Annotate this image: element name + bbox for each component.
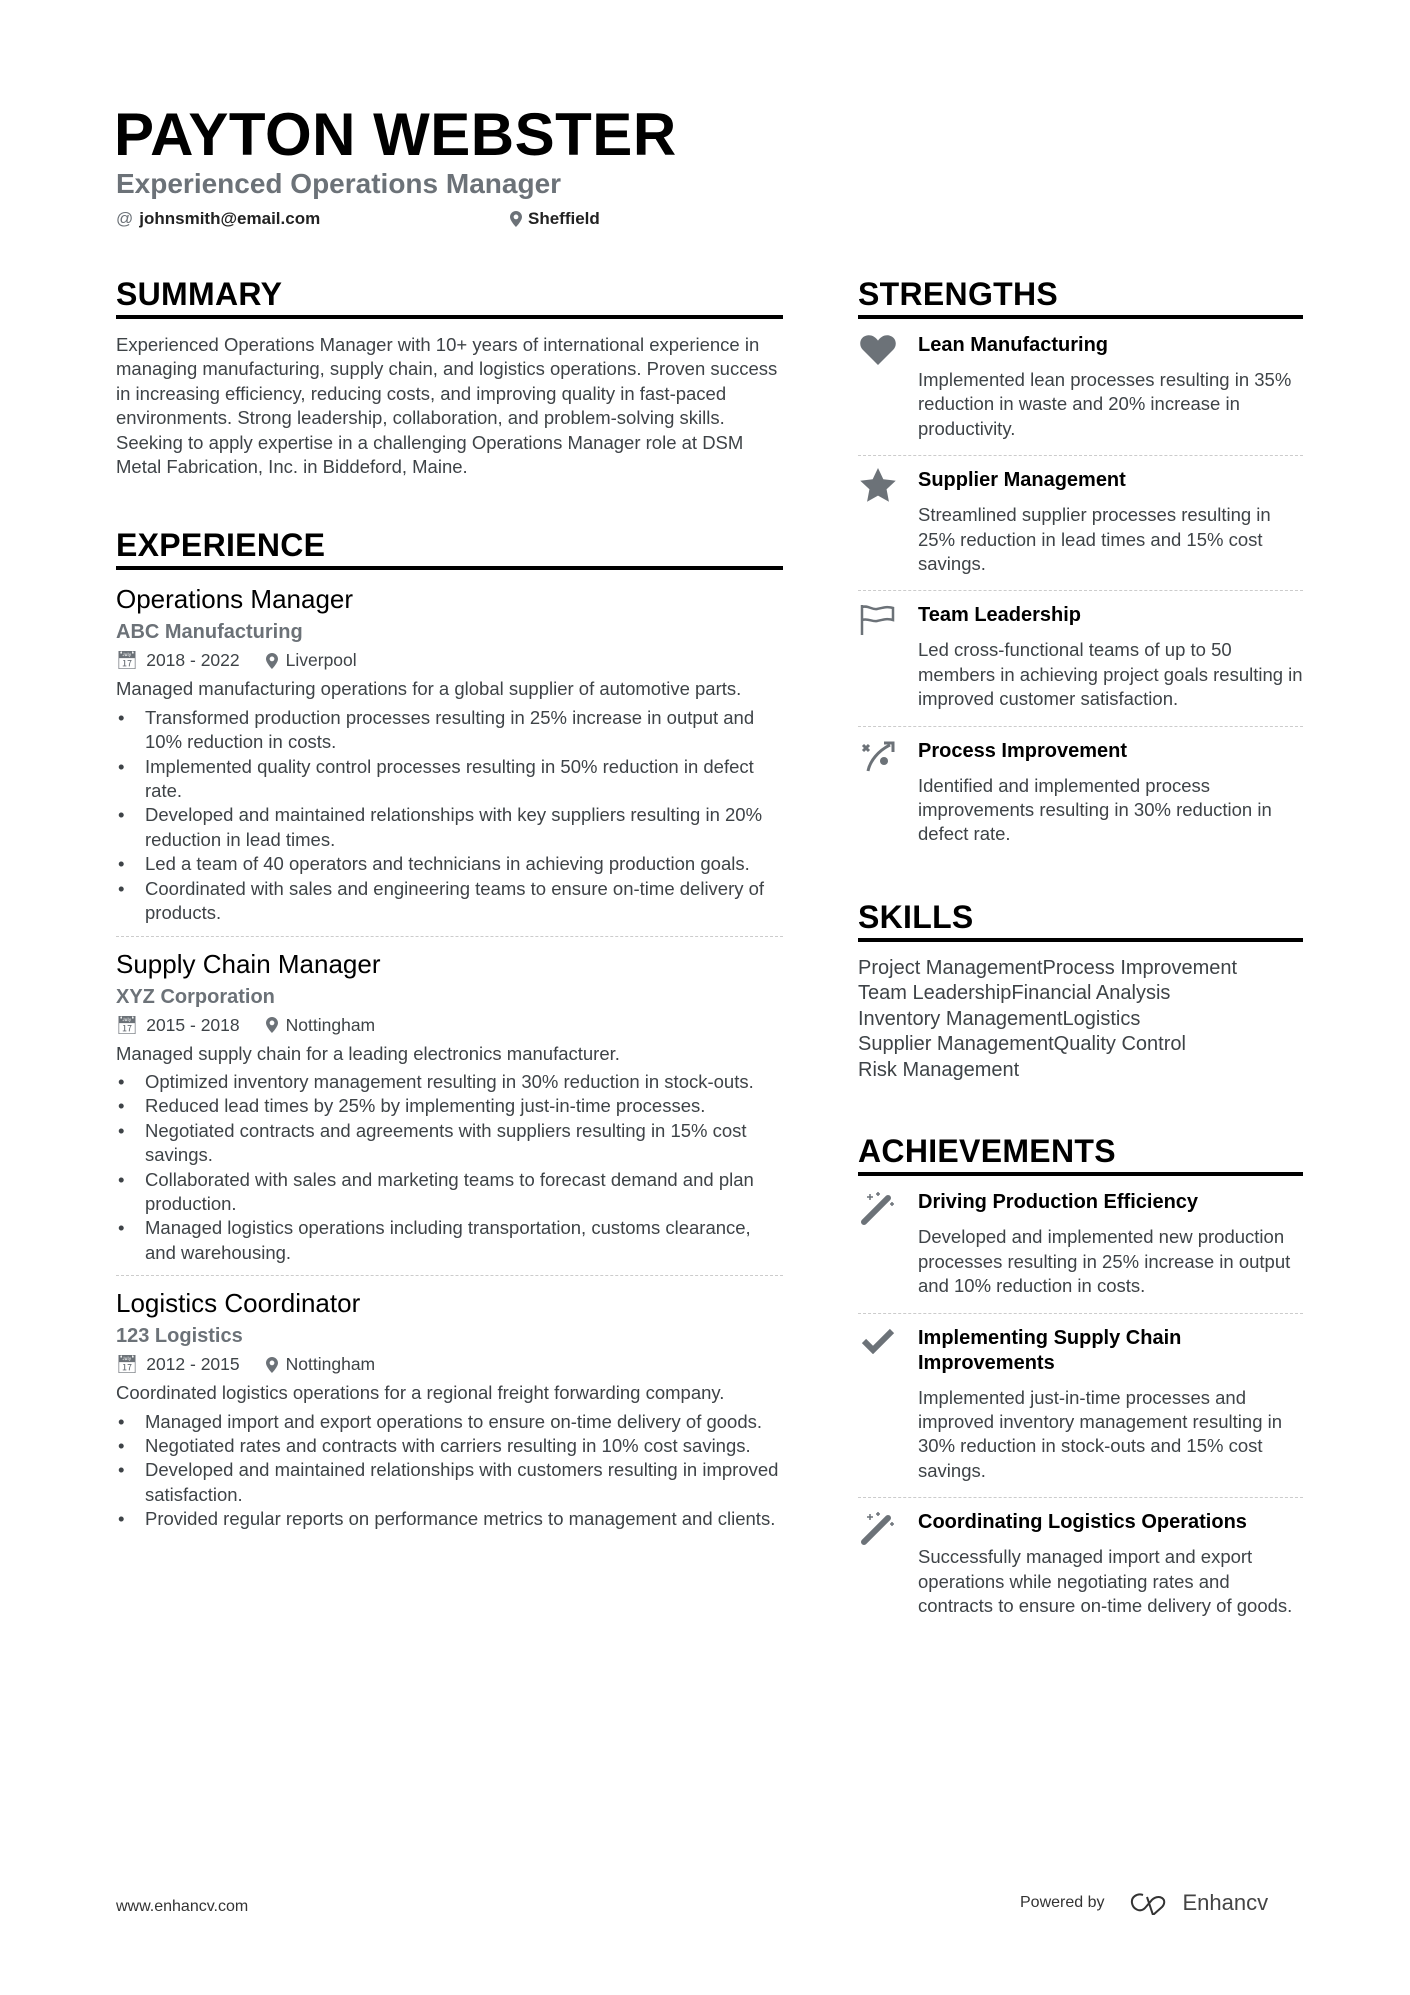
item-description: Implemented just-in-time processes and improved inventory management resulting in 30% reduction in stock-outs and 15% cost savings. <box>918 1386 1283 1481</box>
job-dates: 2018 - 2022 <box>146 650 240 671</box>
job-bullet: • Collaborated with sales and marketing teams to forecast demand and plan production. <box>116 1168 783 1217</box>
email-text[interactable]: johnsmith@email.com <box>139 209 321 228</box>
item-description: Led cross-functional teams of up to 50 members in achieving project goals resulting in improved customer satisfaction. <box>918 639 1303 710</box>
job-dates: 2012 - 2015 <box>146 1354 240 1375</box>
item-description: Streamlined supplier processes resulting in 25% reduction in lead times and 15% cost savings. <box>918 504 1271 575</box>
skill-line: Supplier ManagementQuality Control <box>858 1033 1186 1056</box>
item-title: Implementing Supply Chain Improvements <box>918 1326 1182 1374</box>
skills-section <box>858 899 1303 1084</box>
map-pin-icon <box>510 211 522 227</box>
skills-heading: SKILLS <box>858 899 1303 942</box>
contact-location <box>510 209 600 229</box>
job-title: Logistics Coordinator <box>116 1288 361 1319</box>
summary-text: Experienced Operations Manager with 10+ years of international experience in managing manufacturing, supply chain, and logistics operations. Proven success in increasing efficiency, reducing costs, and improving quality in fast-paced environments. Strong leadership, collaboration, and problem-solving skills. Seeking to apply expertise in a challenging Operations Manager role at DSM Metal Fabrication, Inc. in Biddeford, Maine. <box>116 334 778 478</box>
strengths-item <box>858 727 1303 861</box>
strengths-item <box>858 321 1303 456</box>
map-pin-icon <box>266 653 278 669</box>
map-pin-icon <box>266 1357 278 1373</box>
job-bullet: • Transformed production processes resulting in 25% increase in output and 10% reduction in costs. <box>116 706 783 755</box>
flag-icon <box>858 603 898 711</box>
job-bullets <box>116 1070 783 1265</box>
at-icon: @ <box>116 209 134 228</box>
job-description: Coordinated logistics operations for a regional freight forwarding company. <box>116 1382 725 1404</box>
item-title: Lean Manufacturing <box>918 334 1109 356</box>
job-bullet: • Developed and maintained relationships with key suppliers resulting in 20% reduction in lead times. <box>116 803 783 852</box>
item-title: Coordinating Logistics Operations <box>918 1511 1247 1534</box>
powered-by-label: Powered by <box>1020 1894 1105 1911</box>
job-bullet: • Managed logistics operations including transportation, customs clearance, and warehousing. <box>116 1216 783 1265</box>
job-title: Supply Chain Manager <box>116 948 381 979</box>
job-bullet: • Negotiated contracts and agreements with suppliers resulting in 15% cost savings. <box>116 1119 783 1168</box>
achievements-item <box>858 1498 1303 1632</box>
job-location: Nottingham <box>285 1354 376 1375</box>
summary-heading: SUMMARY <box>116 276 783 319</box>
company-name: 123 Logistics <box>116 1325 243 1348</box>
summary-section <box>116 276 783 479</box>
location-text: Sheffield <box>528 209 600 228</box>
item-title: Supplier Management <box>918 469 1126 492</box>
magic-wand-icon <box>858 1190 898 1298</box>
footer-branding <box>1020 1890 1268 1916</box>
item-description: Identified and implemented process improvements resulting in 30% reduction in defect rate. <box>918 774 1272 845</box>
experience-section <box>116 527 783 1541</box>
star-icon <box>858 468 898 576</box>
enhancv-logo-icon <box>1129 1891 1173 1915</box>
skill-line: Team LeadershipFinancial Analysis <box>858 982 1171 1005</box>
check-icon <box>858 1326 898 1484</box>
company-name: ABC Manufacturing <box>116 621 303 644</box>
skill-line: Risk Management <box>858 1058 1020 1081</box>
item-title: Team Leadership <box>918 604 1082 627</box>
experience-entry <box>116 584 783 936</box>
experience-entry <box>116 949 783 1277</box>
footer-website[interactable]: www.enhancv.com <box>116 1898 249 1915</box>
job-location: Liverpool <box>285 650 357 671</box>
achievements-section <box>858 1133 1303 1632</box>
job-bullets <box>116 1410 783 1532</box>
job-description: Managed manufacturing operations for a global supplier of automotive parts. <box>116 678 742 700</box>
job-bullet: • Implemented quality control processes resulting in 50% reduction in defect rate. <box>116 755 783 804</box>
job-bullet: • Led a team of 40 operators and technicians in achieving production goals. <box>116 852 783 876</box>
magic-wand-icon <box>858 1510 898 1618</box>
item-title: Process Improvement <box>918 739 1127 762</box>
calendar-icon: 📅︎ <box>116 1354 139 1375</box>
job-bullets <box>116 706 783 926</box>
job-bullet: • Managed import and export operations to ensure on-time delivery of goods. <box>116 1410 783 1434</box>
job-bullet: • Reduced lead times by 25% by implementing just-in-time processes. <box>116 1094 783 1118</box>
job-bullet: • Negotiated rates and contracts with carriers resulting in 10% cost savings. <box>116 1434 783 1458</box>
contact-email <box>116 209 320 229</box>
job-bullet: • Optimized inventory management resulting in 30% reduction in stock-outs. <box>116 1070 783 1094</box>
item-description: Developed and implemented new production processes resulting in 25% increase in output and 10% reduction in costs. <box>918 1226 1291 1297</box>
right-column <box>858 276 1303 1632</box>
item-description: Successfully managed import and export operations while negotiating rates and contracts to ensure on-time delivery of goods. <box>918 1546 1293 1617</box>
heart-icon <box>858 333 898 441</box>
company-name: XYZ Corporation <box>116 985 275 1008</box>
calendar-icon: 📅︎ <box>116 1014 139 1035</box>
route-icon <box>858 739 898 847</box>
strengths-item <box>858 456 1303 591</box>
achievements-item <box>858 1314 1303 1499</box>
achievements-heading: ACHIEVEMENTS <box>858 1133 1303 1176</box>
candidate-name: PAYTON WEBSTER <box>114 101 677 168</box>
job-meta <box>116 650 783 671</box>
job-bullet: • Coordinated with sales and engineering teams to ensure on-time delivery of products. <box>116 877 783 926</box>
left-column <box>116 276 783 1554</box>
experience-entry <box>116 1288 783 1541</box>
experience-heading: EXPERIENCE <box>116 527 783 570</box>
job-dates: 2015 - 2018 <box>146 1014 240 1035</box>
map-pin-icon <box>266 1017 278 1033</box>
calendar-icon: 📅︎ <box>116 650 139 671</box>
strengths-heading: STRENGTHS <box>858 276 1303 319</box>
item-title: Driving Production Efficiency <box>918 1191 1199 1214</box>
achievements-item <box>858 1178 1303 1313</box>
job-meta <box>116 1015 783 1036</box>
item-description: Implemented lean processes resulting in 35% reduction in waste and 20% increase in productivity. <box>918 369 1292 439</box>
strengths-item <box>858 591 1303 726</box>
job-location: Nottingham <box>285 1014 376 1035</box>
enhancv-logo <box>1129 1890 1269 1916</box>
job-bullet: • Developed and maintained relationships with customers resulting in improved satisfaction. <box>116 1458 783 1507</box>
strengths-section <box>858 276 1303 861</box>
skill-line: Project ManagementProcess Improvement <box>858 956 1238 979</box>
job-meta <box>116 1354 783 1375</box>
job-bullet: • Provided regular reports on performance metrics to management and clients. <box>116 1507 783 1531</box>
skill-line: Inventory ManagementLogistics <box>858 1007 1141 1030</box>
candidate-title: Experienced Operations Manager <box>116 168 562 199</box>
brand-name: Enhancv <box>1182 1890 1269 1915</box>
job-title: Operations Manager <box>116 584 354 615</box>
job-description: Managed supply chain for a leading electronics manufacturer. <box>116 1042 620 1064</box>
